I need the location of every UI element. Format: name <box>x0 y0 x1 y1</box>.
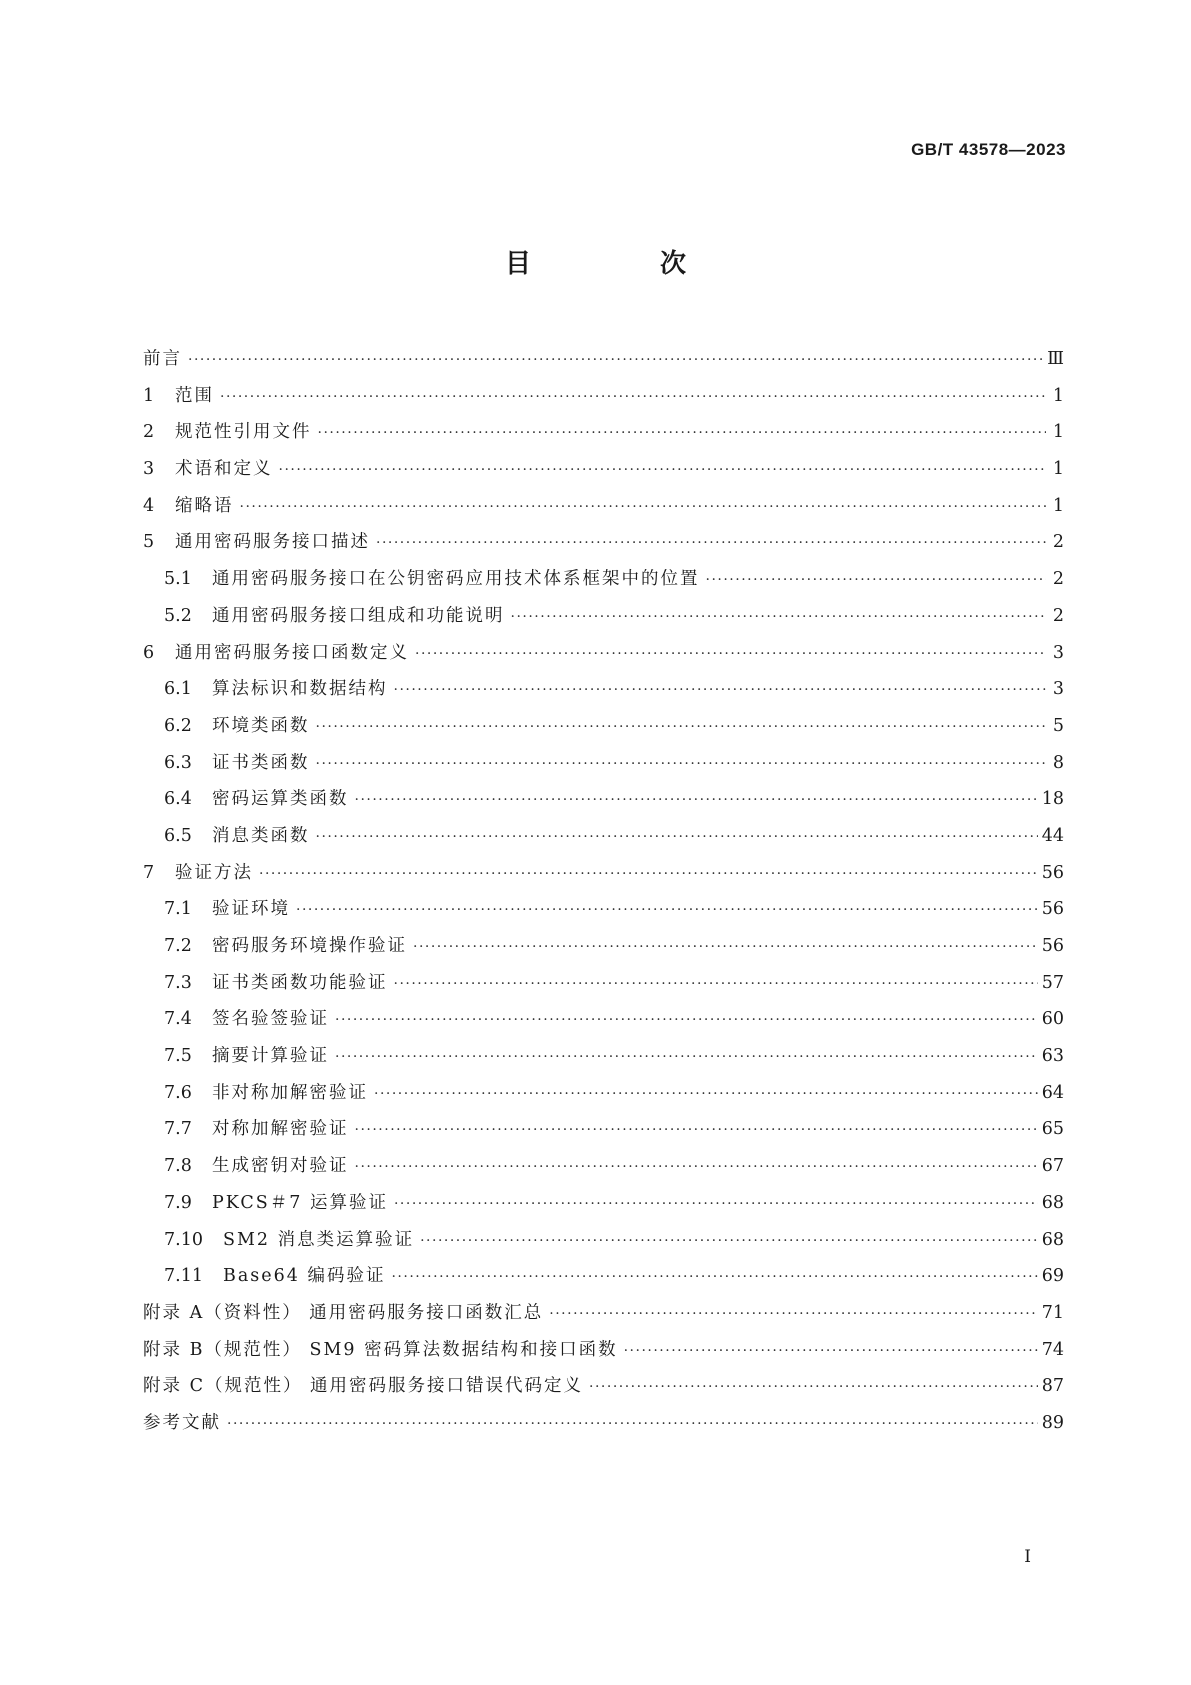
toc-entry-number: 7.3 <box>164 972 192 993</box>
toc-entry-page: 1 <box>1052 459 1064 480</box>
toc-entry-title: 规范性引用文件 <box>175 422 312 443</box>
toc-entry-title: 附录 A（资料性） 通用密码服务接口函数汇总 <box>143 1302 544 1323</box>
toc-entry-number: 6.5 <box>164 825 192 846</box>
toc-entry-number: 3 <box>143 459 155 480</box>
toc-leader-dots <box>374 1076 1038 1113</box>
toc-leader-dots <box>355 782 1038 819</box>
toc-entry-page: 2 <box>1052 605 1064 626</box>
toc-entry-page: 69 <box>1041 1266 1064 1287</box>
toc-entry[interactable] <box>143 1038 1064 1075</box>
toc-entry-number: 7.1 <box>164 899 192 920</box>
toc-leader-dots <box>420 1223 1038 1260</box>
toc-leader-dots <box>316 819 1038 856</box>
toc-entry-number: 2 <box>143 422 155 443</box>
toc-entry-page: 60 <box>1041 1009 1064 1030</box>
toc-leader-dots <box>624 1333 1038 1370</box>
toc-entry-title: 验证方法 <box>175 862 253 883</box>
toc-entry-page: 68 <box>1041 1192 1064 1213</box>
toc-entry-page: 67 <box>1041 1156 1064 1177</box>
toc-entry-number: 6.1 <box>164 679 192 700</box>
page-title: 目 次 <box>504 249 747 279</box>
toc-leader-dots <box>391 1259 1037 1296</box>
toc-leader-dots <box>355 1112 1038 1149</box>
toc-leader-dots <box>259 856 1038 893</box>
toc-entry[interactable] <box>143 1111 1064 1148</box>
toc-entry-title: 对称加解密验证 <box>212 1119 349 1140</box>
toc-leader-dots <box>296 892 1038 929</box>
toc-entry[interactable] <box>143 855 1064 892</box>
toc-entry[interactable] <box>143 1001 1064 1038</box>
toc-leader-dots <box>355 1149 1038 1186</box>
toc-entry-number: 7.11 <box>164 1266 203 1287</box>
toc-entry-page: 89 <box>1041 1412 1064 1433</box>
toc-leader-dots <box>316 709 1047 746</box>
toc-entry-number: 5.2 <box>164 605 192 626</box>
toc-entry[interactable] <box>143 414 1064 451</box>
toc-leader-dots <box>318 415 1047 452</box>
toc-leader-dots <box>316 746 1047 783</box>
toc-entry-page: 63 <box>1041 1046 1064 1067</box>
toc-entry-page: 68 <box>1041 1229 1064 1250</box>
toc-entry-title: 密码运算类函数 <box>212 789 349 810</box>
toc-entry-number: 7.8 <box>164 1156 192 1177</box>
toc-entry-number: 7.4 <box>164 1009 192 1030</box>
toc-entry-page: 57 <box>1041 972 1064 993</box>
toc-leader-dots <box>188 342 1043 379</box>
toc-entry[interactable] <box>143 1295 1064 1332</box>
toc-entry[interactable] <box>143 598 1064 635</box>
toc-entry-title: 证书类函数 <box>212 752 310 773</box>
toc-entry-page: 3 <box>1052 642 1064 663</box>
toc-entry-page: 1 <box>1052 385 1064 406</box>
toc-entry-page: Ⅲ <box>1047 349 1064 369</box>
toc-entry-page: 5 <box>1052 715 1064 736</box>
toc-entry-title: 术语和定义 <box>175 459 273 480</box>
toc-entry-number: 6.2 <box>164 715 192 736</box>
toc-entry-title: 通用密码服务接口组成和功能说明 <box>212 605 505 626</box>
toc-leader-dots <box>394 966 1038 1003</box>
toc-entry-title: PKCS＃7 运算验证 <box>212 1192 388 1213</box>
toc-entry-title: 范围 <box>175 385 214 406</box>
toc-entry-page: 44 <box>1041 825 1064 846</box>
toc-entry-number: 6.3 <box>164 752 192 773</box>
standard-code: GB/T 43578—2023 <box>911 140 1066 159</box>
toc-entry[interactable] <box>143 965 1064 1002</box>
toc-entry-page: 65 <box>1041 1119 1064 1140</box>
toc-entry[interactable] <box>143 1075 1064 1112</box>
toc-leader-dots <box>240 489 1047 526</box>
toc-entry[interactable] <box>143 341 1064 378</box>
toc-entry-page: 56 <box>1041 899 1064 920</box>
toc-entry[interactable] <box>143 928 1064 965</box>
toc-entry-page: 1 <box>1052 495 1064 516</box>
toc-entry-title: 缩略语 <box>175 495 234 516</box>
toc-leader-dots <box>415 636 1046 673</box>
toc-leader-dots <box>394 1186 1038 1223</box>
toc-leader-dots <box>220 379 1046 416</box>
toc-entry-number: 7.5 <box>164 1046 192 1067</box>
toc-leader-dots <box>279 452 1047 489</box>
toc-entry-title: 摘要计算验证 <box>212 1046 329 1067</box>
toc-entry[interactable] <box>143 1222 1064 1259</box>
toc-entry[interactable] <box>143 1148 1064 1185</box>
toc-entry-title: 前言 <box>143 349 182 369</box>
toc-entry[interactable] <box>143 451 1064 488</box>
toc-entry[interactable] <box>143 635 1064 672</box>
toc-entry-number: 7.10 <box>164 1229 203 1250</box>
toc-entry-page: 1 <box>1052 422 1064 443</box>
toc-entry-page: 56 <box>1041 862 1064 883</box>
toc-entry-page: 3 <box>1052 679 1064 700</box>
toc-entry[interactable] <box>143 745 1064 782</box>
toc-entry-number: 6 <box>143 642 155 663</box>
toc-leader-dots <box>227 1406 1038 1443</box>
toc-entry[interactable] <box>143 671 1064 708</box>
toc-entry-title: 附录 C（规范性） 通用密码服务接口错误代码定义 <box>143 1376 584 1397</box>
toc-entry-number: 6.4 <box>164 789 192 810</box>
toc-entry-title: 签名验签验证 <box>212 1009 329 1030</box>
toc-entry-title: Base64 编码验证 <box>223 1266 386 1287</box>
toc-entry-title: 附录 B（规范性） SM9 密码算法数据结构和接口函数 <box>143 1339 618 1360</box>
toc-leader-dots <box>335 1039 1038 1076</box>
toc-entry-page: 8 <box>1052 752 1064 773</box>
toc-entry-title: 生成密钥对验证 <box>212 1156 349 1177</box>
toc-entry[interactable] <box>143 561 1064 598</box>
toc-entry[interactable] <box>143 781 1064 818</box>
toc-entry-number: 7.7 <box>164 1119 192 1140</box>
toc-entry-number: 7.6 <box>164 1082 192 1103</box>
toc-entry[interactable] <box>143 1368 1064 1405</box>
toc-leader-dots <box>589 1369 1038 1406</box>
toc-entry-page: 64 <box>1041 1082 1064 1103</box>
toc-entry-title: 环境类函数 <box>212 715 310 736</box>
toc-entry[interactable] <box>143 488 1064 525</box>
toc-entry-title: 验证环境 <box>212 899 290 920</box>
toc-entry-title: 密码服务环境操作验证 <box>212 936 407 956</box>
toc-leader-dots <box>335 1002 1038 1039</box>
toc-entry-page: 18 <box>1041 789 1064 810</box>
toc-entry[interactable] <box>143 1405 1064 1442</box>
toc-entry-number: 7.9 <box>164 1192 192 1213</box>
toc-leader-dots <box>511 599 1047 636</box>
toc-entry-page: 71 <box>1041 1302 1064 1323</box>
table-of-contents <box>143 341 1064 1442</box>
toc-entry-title: 通用密码服务接口描述 <box>175 532 370 553</box>
page-number: I <box>1024 1547 1031 1567</box>
toc-entry-page: 2 <box>1052 569 1064 590</box>
toc-entry[interactable] <box>143 708 1064 745</box>
toc-entry[interactable] <box>143 524 1064 561</box>
toc-entry-title: 算法标识和数据结构 <box>212 679 388 700</box>
toc-entry[interactable] <box>143 1258 1064 1295</box>
toc-entry-number: 4 <box>143 495 155 516</box>
toc-entry[interactable] <box>143 818 1064 855</box>
toc-entry[interactable] <box>143 1332 1064 1369</box>
toc-entry-title: SM2 消息类运算验证 <box>223 1229 415 1250</box>
toc-entry-number: 7.2 <box>164 936 192 956</box>
toc-entry-title: 通用密码服务接口函数定义 <box>175 642 409 663</box>
toc-leader-dots <box>376 525 1046 562</box>
toc-entry-number: 1 <box>143 385 155 406</box>
toc-entry[interactable] <box>143 891 1064 928</box>
toc-entry-title: 消息类函数 <box>212 825 310 846</box>
toc-entry[interactable] <box>143 1185 1064 1222</box>
toc-entry-number: 7 <box>143 862 155 883</box>
toc-entry-page: 56 <box>1041 936 1064 956</box>
toc-entry-title: 参考文献 <box>143 1412 221 1433</box>
toc-entry[interactable] <box>143 378 1064 415</box>
toc-leader-dots <box>394 672 1047 709</box>
toc-entry-number: 5.1 <box>164 569 192 590</box>
toc-entry-number: 5 <box>143 532 155 553</box>
toc-entry-title: 证书类函数功能验证 <box>212 972 388 993</box>
toc-entry-page: 87 <box>1041 1376 1064 1397</box>
toc-leader-dots <box>413 929 1038 966</box>
toc-entry-title: 通用密码服务接口在公钥密码应用技术体系框架中的位置 <box>212 569 700 590</box>
toc-leader-dots <box>706 562 1047 599</box>
toc-leader-dots <box>549 1296 1037 1333</box>
toc-entry-page: 2 <box>1052 532 1064 553</box>
toc-entry-title: 非对称加解密验证 <box>212 1082 368 1103</box>
toc-entry-page: 74 <box>1041 1339 1064 1360</box>
